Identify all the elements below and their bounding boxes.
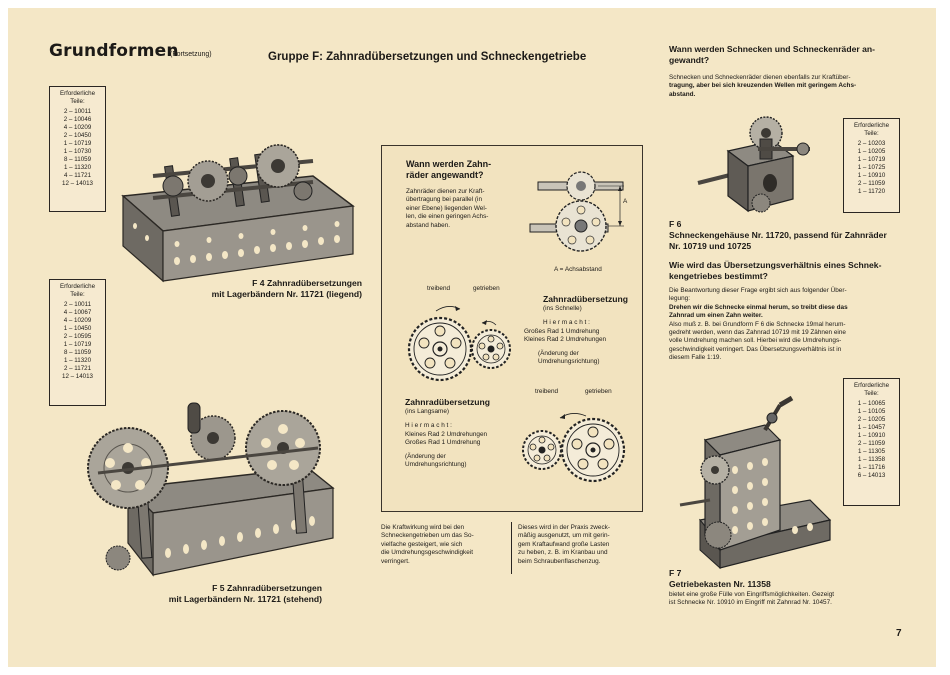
answer-line: Die Beantwortung dieser Frage ergibt sich aus folgender Über- [669, 287, 847, 294]
f7-text [669, 591, 914, 608]
caption-line: F 4 Zahnradübersetzungen [252, 278, 362, 288]
label-treibend-top: treibend [427, 285, 451, 292]
answer-line: Drehen wir die Schnecke einmal herum, so treibt diese das [669, 303, 848, 311]
f5-model-photo [78, 393, 343, 583]
center-question [406, 159, 491, 181]
parts-item: 2 – 11059 [857, 440, 886, 447]
caption-f5 [128, 583, 322, 605]
bottom-left-line: Schneckengetrieben um das So- [381, 532, 474, 540]
parts-item: 1 – 11320 [63, 357, 92, 364]
label-treibend-bottom: treibend [535, 388, 559, 395]
caption-f4 [128, 278, 362, 300]
parts-item: 1 – 11305 [857, 448, 886, 455]
parts-item: 1 – 10450 [63, 325, 92, 332]
parts-item: 4 – 10067 [63, 309, 92, 316]
page-number: 7 [896, 628, 902, 639]
slow-lines [405, 431, 487, 448]
question-line: kengetriebes bestimmt? [669, 270, 768, 281]
parts-item: 1 – 11716 [857, 464, 886, 471]
answer-line: Schnecken und Schneckenräder dienen ebenfalls zur Kraftüber- [669, 74, 851, 81]
parts-item: 1 – 10719 [63, 341, 92, 348]
parallel-shafts-diagram [528, 168, 633, 268]
answer-line: geschwindigkeit verringert. Das Übersetzungsverhältnis ist in [669, 345, 842, 353]
slow-line: Kleines Rad 2 Umdrehungen [405, 431, 488, 438]
parts-item: 4 – 10209 [63, 124, 92, 131]
parts-item: 2 – 10011 [63, 108, 92, 115]
fast-lines [524, 328, 606, 345]
parts-item: 1 – 11320 [63, 164, 92, 171]
parts-item: 1 – 10725 [857, 164, 886, 171]
question-line: gewandt? [669, 54, 710, 65]
slow-note-line: Umdrehungsrichtung) [405, 461, 467, 469]
f4-model-photo [113, 136, 358, 286]
answer-line: abstand haben. [406, 221, 451, 229]
caption-line: mit Lagerbändern Nr. 11721 (liegend) [211, 289, 362, 299]
page-title: Grundformen [49, 41, 179, 61]
parts-heading-line: Erforderliche [59, 90, 96, 97]
f6-model-photo [698, 111, 808, 216]
parts-item: 2 – 11059 [857, 180, 886, 187]
parts-item: 1 – 10719 [857, 156, 886, 163]
fast-title: Zahnradübersetzung [543, 294, 628, 304]
parts-item: 1 – 10719 [63, 140, 92, 147]
parts-item: 4 – 11721 [63, 172, 92, 179]
answer-line: legung: [669, 295, 690, 303]
bottom-right-line: beim Schraubenflaschenzug. [518, 557, 601, 565]
axis-label: A [623, 198, 628, 205]
fast-subtitle: (ins Schnelle) [543, 305, 582, 312]
answer-worm-usage [669, 74, 909, 99]
fast-note [538, 350, 599, 367]
parts-item: 1 – 10205 [857, 148, 886, 155]
parts-item: 2 – 10046 [63, 116, 92, 123]
parts-item: 1 – 11358 [857, 456, 886, 463]
catalog-page [8, 8, 936, 667]
bottom-right-line: zu heben, z. B. im Kranbau und [518, 549, 608, 557]
fast-note-line: Umdrehungsrichtung) [538, 358, 600, 366]
bottom-right-line: mäßig ausgenutzt, um mit gerin- [518, 532, 610, 540]
group-title: Gruppe F: Zahnradübersetzungen und Schneckengetriebe [268, 51, 587, 63]
parts-item: 2 – 10011 [63, 301, 92, 308]
caption-line: mit Lagerbändern Nr. 11721 (stehend) [168, 594, 322, 604]
answer-line: len, die einen geringen Achs- [406, 213, 489, 221]
question-line: Wann werden Schnecken und Schneckenräder an- [669, 44, 875, 54]
center-answer [406, 188, 524, 230]
slow-subtitle: (ins Langsame) [405, 408, 450, 415]
parts-item: 2 – 10205 [857, 416, 886, 423]
parts-item: 1 – 11720 [857, 188, 886, 195]
answer-line: tragung, aber bei sich kreuzenden Wellen mit geringem Achs- [669, 82, 857, 90]
parts-item: 1 – 10065 [857, 400, 886, 407]
f7-model-photo [680, 390, 840, 572]
parts-item: 8 – 11059 [63, 156, 92, 163]
parts-list-f6 [843, 118, 900, 213]
answer-line: übertragung bei parallel (in [406, 196, 483, 204]
parts-item: 2 – 11721 [63, 365, 92, 372]
answer-line: Zahnrad um einen Zahn weiter. [669, 312, 763, 320]
slow-line: Großes Rad 1 Umdrehung [405, 439, 481, 447]
slow-note [405, 453, 466, 470]
center-question-line: räder angewandt? [406, 170, 484, 180]
f6-caption [669, 230, 914, 251]
answer-line: volle Umdrehung machen soll. Hierbei wird die Umdrehungs- [669, 337, 842, 345]
f6-label: F 6 [669, 219, 682, 229]
answer-line: diesem Falle 1:19. [669, 354, 722, 362]
answer-line: gedreht werden, wenn das Zahnrad 10719 mit 19 Zähnen eine [669, 329, 846, 337]
label-getrieben-bottom: getrieben [585, 388, 612, 395]
parts-item: 1 – 10105 [857, 408, 886, 415]
parts-heading-line: Teile: [70, 290, 85, 298]
parts-item: 1 – 10457 [857, 424, 886, 431]
bottom-text-right [518, 524, 646, 566]
f6-caption-line: Schneckengehäuse Nr. 11720, passend für Zahnräder [669, 230, 887, 240]
parts-heading-line: Erforderliche [59, 283, 96, 290]
slow-note-line: (Änderung der [405, 453, 446, 460]
parts-item: 2 – 10203 [857, 140, 886, 147]
f7-label: F 7 [669, 568, 682, 578]
parts-heading-line: Erforderliche [853, 122, 890, 129]
parts-item: 1 – 10910 [857, 172, 886, 179]
answer-line: Zahnräder dienen zur Kraft- [406, 188, 485, 195]
f7-text-line: ist Schnecke Nr. 10910 im Eingriff mit Zahnrad Nr. 10457. [669, 599, 832, 607]
f6-caption-line: Nr. 10719 und 10725 [669, 240, 752, 251]
fast-does: H i e r m a c h t : [543, 319, 590, 326]
parts-list-f5 [49, 279, 106, 406]
question-line: Wie wird das Übersetzungsverhältnis eines Schnek- [669, 260, 882, 270]
parts-item: 2 – 10595 [63, 333, 92, 340]
bottom-left-line: die Umdrehungsgeschwindigkeit [381, 549, 474, 557]
parts-item: 1 – 10910 [857, 432, 886, 439]
gear-pair-slow-diagram [516, 400, 631, 485]
parts-item: 12 – 14013 [62, 373, 93, 380]
caption-line: F 5 Zahnradübersetzungen [212, 583, 322, 593]
parts-item: 6 – 14013 [857, 472, 886, 479]
gear-pair-fast-diagram [396, 293, 516, 383]
answer-line: Also muß z. B. bei Grundform F 6 die Schnecke 19mal herum- [669, 320, 846, 328]
parts-item: 12 – 14013 [62, 180, 93, 187]
f7-title: Getriebekasten Nr. 11358 [669, 579, 771, 589]
question-ratio [669, 260, 914, 281]
bottom-left-line: Die Kraftwirkung wird bei den [381, 524, 465, 531]
question-worm-usage [669, 44, 909, 65]
parts-heading-line: Teile: [70, 97, 85, 105]
parts-heading-line: Teile: [864, 389, 879, 397]
fast-note-line: (Änderung der [538, 350, 579, 357]
fast-line: Großes Rad 1 Umdrehung [524, 328, 600, 335]
answer-line: einer Ebene) liegenden Wel- [406, 204, 487, 212]
parts-item: 8 – 11059 [63, 349, 92, 356]
bottom-right-line: Dieses wird in der Praxis zweck- [518, 524, 610, 531]
bottom-left-line: vielfache gesteigert, wie sich [381, 540, 463, 548]
parts-list-f4 [49, 86, 106, 212]
center-question-line: Wann werden Zahn- [406, 159, 492, 169]
f7-text-line: bietet eine große Fülle von Eingriffsmöglichkeiten. Gezeigt [669, 591, 835, 598]
answer-ratio [669, 287, 914, 363]
label-getrieben-top: getrieben [473, 285, 500, 292]
slow-does: H i e r m a c h t : [405, 422, 452, 429]
slow-title: Zahnradübersetzung [405, 397, 490, 407]
bottom-right-line: gem Kraftaufwand große Lasten [518, 540, 610, 548]
answer-line: abstand. [669, 90, 696, 98]
parts-item: 4 – 10209 [63, 317, 92, 324]
bottom-left-line: verringert. [381, 557, 410, 565]
parts-heading-line: Teile: [864, 129, 879, 137]
fast-line: Kleines Rad 2 Umdrehungen [524, 336, 607, 344]
page-subtitle: (Fortsetzung) [170, 51, 212, 58]
parts-list-f7 [843, 378, 900, 506]
bottom-text-left [381, 524, 506, 566]
bottom-text-divider [511, 522, 512, 574]
axis-caption: A = Achsabstand [554, 266, 602, 273]
parts-item: 2 – 10450 [63, 132, 92, 139]
parts-item: 1 – 10730 [63, 148, 92, 155]
parts-heading-line: Erforderliche [853, 382, 890, 389]
